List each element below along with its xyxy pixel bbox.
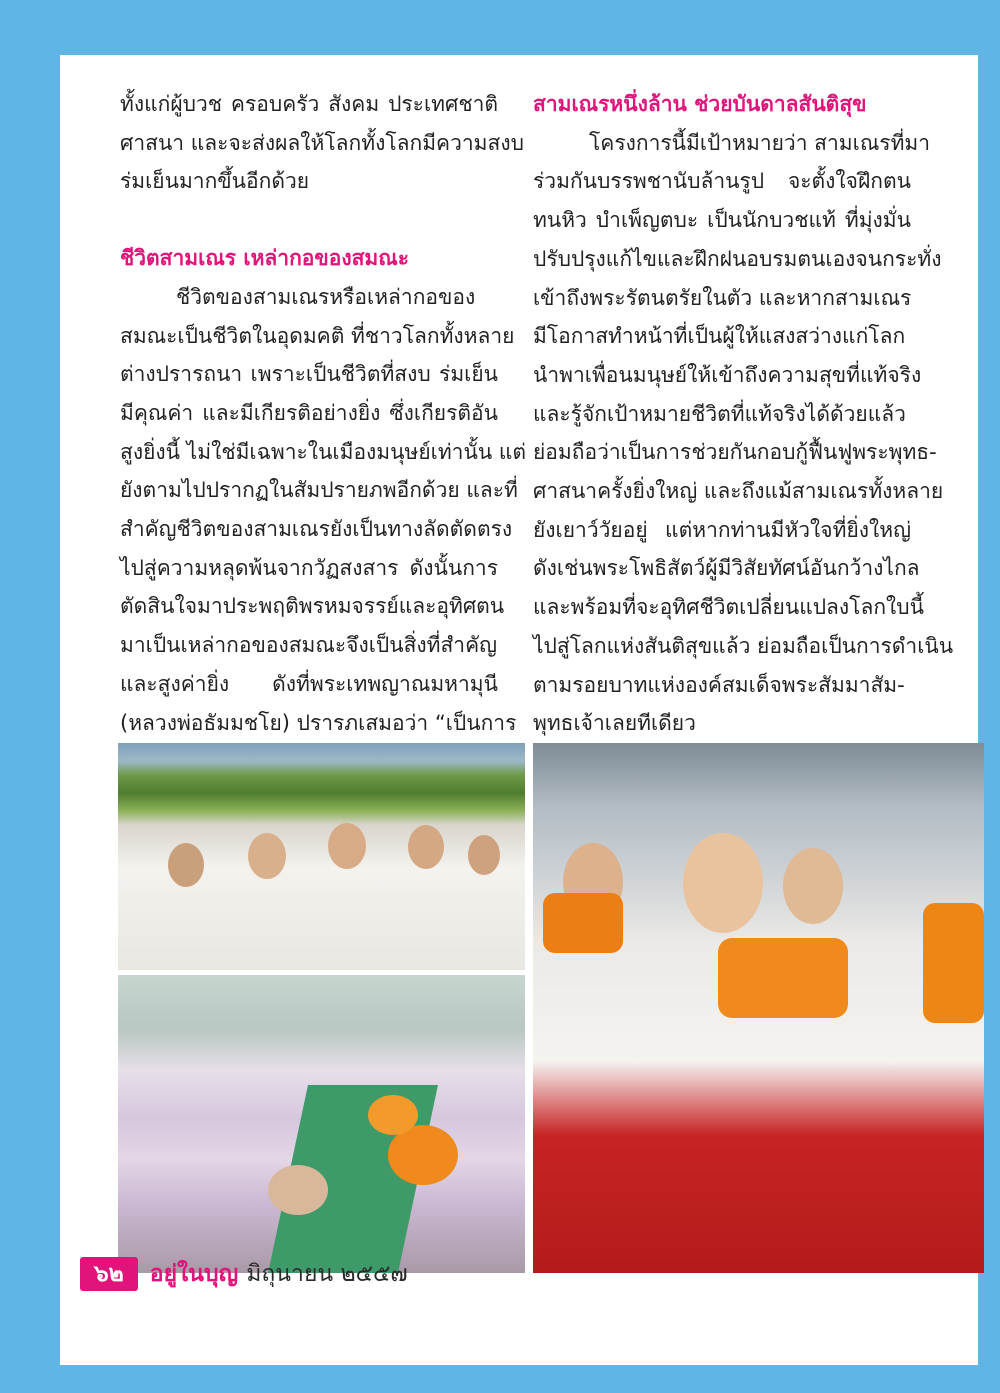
photo-novices-in-rows (118, 743, 525, 970)
body-line: สมณะเป็นชีวิตในอุดมคติ ที่ชาวโลกทั้งหลาย (120, 323, 515, 348)
body-line: มีโอกาสทำหน้าที่เป็นผู้ให้แสงสว่างแก่โลก (533, 324, 906, 349)
body-line: ยังเยาว์วัยอยู่ แต่หากท่านมีหัวใจที่ยิ่งใหญ่ (533, 517, 911, 542)
magazine-page (60, 55, 978, 1365)
intro-line: ศาสนา และจะส่งผลให้โลกทั้งโลกมีความสงบ (120, 130, 524, 155)
right-column (533, 85, 954, 743)
photo-novices-kneeling-with-robes (533, 743, 984, 1273)
body-line: และรู้จักเป้าหมายชีวิตที่แท้จริงได้ด้วยแล้ว (533, 401, 906, 426)
left-column (120, 85, 527, 781)
body-line: สูงยิ่งนี้ ไม่ใช่มีเฉพาะในเมืองมนุษย์เท่านั้น แต่ (120, 439, 527, 464)
photo-novices-bowing (118, 975, 525, 1273)
page-number: ๖๒ (80, 1257, 138, 1291)
section-heading-novice-life: ชีวิตสามเณร เหล่ากอของสมณะ (120, 246, 410, 271)
magazine-name: อยู่ในบุญ (149, 1261, 239, 1287)
body-line: ปรับปรุงแก้ไขและฝึกฝนอบรมตนเองจนกระทั่ง (533, 246, 942, 271)
body-line: ไปสู่ความหลุดพ้นจากวัฏสงสาร ดังนั้นการ (120, 555, 498, 580)
body-line: ตามรอยบาทแห่งองค์สมเด็จพระสัมมาสัม- (533, 672, 905, 697)
body-line: เข้าถึงพระรัตนตรัยในตัว และหากสามเณร (533, 285, 912, 310)
paragraph-gap (120, 201, 498, 239)
section-heading-million-novices: สามเณรหนึ่งล้าน ช่วยบันดาลสันติสุข (533, 92, 867, 116)
body-line: โครงการนี้มีเป้าหมายว่า สามเณรที่มา (589, 130, 931, 155)
body-line: สำคัญชีวิตของสามเณรยังเป็นทางลัดตัดตรง (120, 517, 513, 542)
body-line: (หลวงพ่อธัมมชโย) ปรารภเสมอว่า “เป็นการ (120, 710, 517, 735)
body-line: ร่วมกันบรรพชานับล้านรูป จะตั้งใจฝึกตน (533, 169, 911, 194)
body-line: พุทธเจ้าเลยทีเดียว (533, 711, 696, 736)
body-line: ยังตามไปปรากฏในสัมปรายภพอีกด้วย และที่ (120, 478, 518, 503)
body-line: มาเป็นเหล่ากอของสมณะจึงเป็นสิ่งที่สำคัญ (120, 633, 498, 658)
issue-date: มิถุนายน ๒๕๕๗ (246, 1261, 408, 1287)
body-line: ดังเช่นพระโพธิสัตว์ผู้มีวิสัยทัศน์อันกว้างไกล (533, 556, 920, 581)
body-line: ตัดสินใจมาประพฤติพรหมจรรย์และอุทิศตน (120, 594, 505, 619)
body-line: มีคุณค่า และมีเกียรติอย่างยิ่ง ซึ่งเกียรติอัน (120, 400, 498, 425)
body-line: ไปสู่โลกแห่งสันติสุขแล้ว ย่อมถือเป็นการดำเนิน (533, 633, 954, 658)
body-line: นำพาเพื่อนมนุษย์ให้เข้าถึงความสุขที่แท้จริง (533, 362, 922, 387)
body-line: ชีวิตของสามเณรหรือเหล่ากอของ (176, 284, 476, 309)
body-line: ทนหิว บำเพ็ญตบะ เป็นนักบวชแท้ ที่มุ่งมั่น (533, 208, 911, 233)
page-footer (80, 1257, 408, 1291)
intro-line: ทั้งแก่ผู้บวช ครอบครัว สังคม ประเทศชาติ (120, 92, 498, 116)
body-line: และสูงค่ายิ่ง ดังที่พระเทพญาณมหามุนี (120, 671, 498, 696)
body-line: ศาสนาครั้งยิ่งใหญ่ และถึงแม้สามเณรทั้งหลาย (533, 479, 944, 504)
intro-line: ร่มเย็นมากขึ้นอีกด้วย (120, 169, 310, 194)
body-line: ต่างปรารถนา เพราะเป็นชีวิตที่สงบ ร่มเย็น (120, 362, 498, 387)
body-line: และพร้อมที่จะอุทิศชีวิตเปลี่ยนแปลงโลกใบนี้ (533, 595, 924, 620)
body-line: ย่อมถือว่าเป็นการช่วยกันกอบกู้ฟื้นฟูพระพุทธ- (533, 440, 937, 465)
